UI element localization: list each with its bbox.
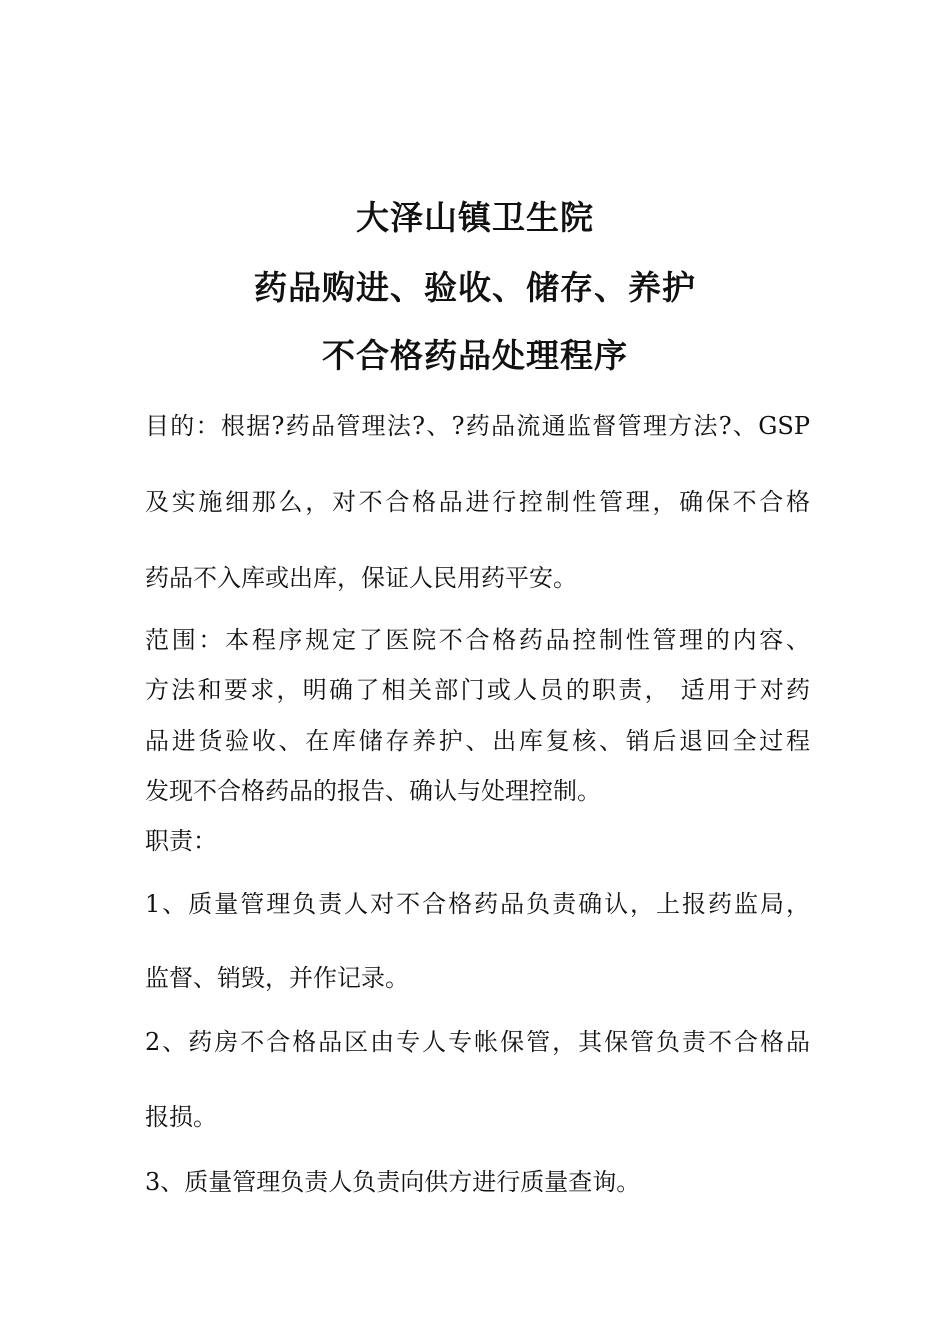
duties-heading: 职责： [145, 827, 217, 855]
purpose-line-3: 药品不入库或出库，保证人民用药平安。 [145, 564, 577, 592]
hospital-name-title: 大泽山镇卫生院 [356, 198, 594, 237]
scope-line-1: 范围：本程序规定了医院不合格药品控制性管理的内容、 [145, 626, 810, 654]
scope-line-2: 方法和要求，明确了相关部门或人员的职责， 适用于对药 [145, 676, 810, 704]
duty-1-line-1: 1、质量管理负责人对不合格药品负责确认，上报药监局， [145, 890, 810, 918]
duty-1-line-2: 监督、销毁，并作记录。 [145, 964, 409, 992]
purpose-line-2: 及实施细那么，对不合格品进行控制性管理，确保不合格 [145, 488, 810, 516]
scope-line-3: 品进货验收、在库储存养护、出库复核、销后退回全过程 [145, 727, 810, 755]
duty-2-line-1: 2、药房不合格品区由专人专帐保管，其保管负责不合格品 [145, 1028, 810, 1056]
purpose-line-1: 目的：根据?药品管理法?、?药品流通监督管理方法?、GSP [145, 412, 810, 440]
duty-3-line-1: 3、质量管理负责人负责向供方进行质量查询。 [145, 1168, 641, 1196]
duty-2-line-2: 报损。 [145, 1103, 217, 1131]
procedure-title-line1: 药品购进、验收、储存、养护 [254, 268, 696, 307]
scope-line-4: 发现不合格药品的报告、确认与处理控制。 [145, 777, 601, 805]
procedure-title-line2: 不合格药品处理程序 [322, 336, 628, 375]
